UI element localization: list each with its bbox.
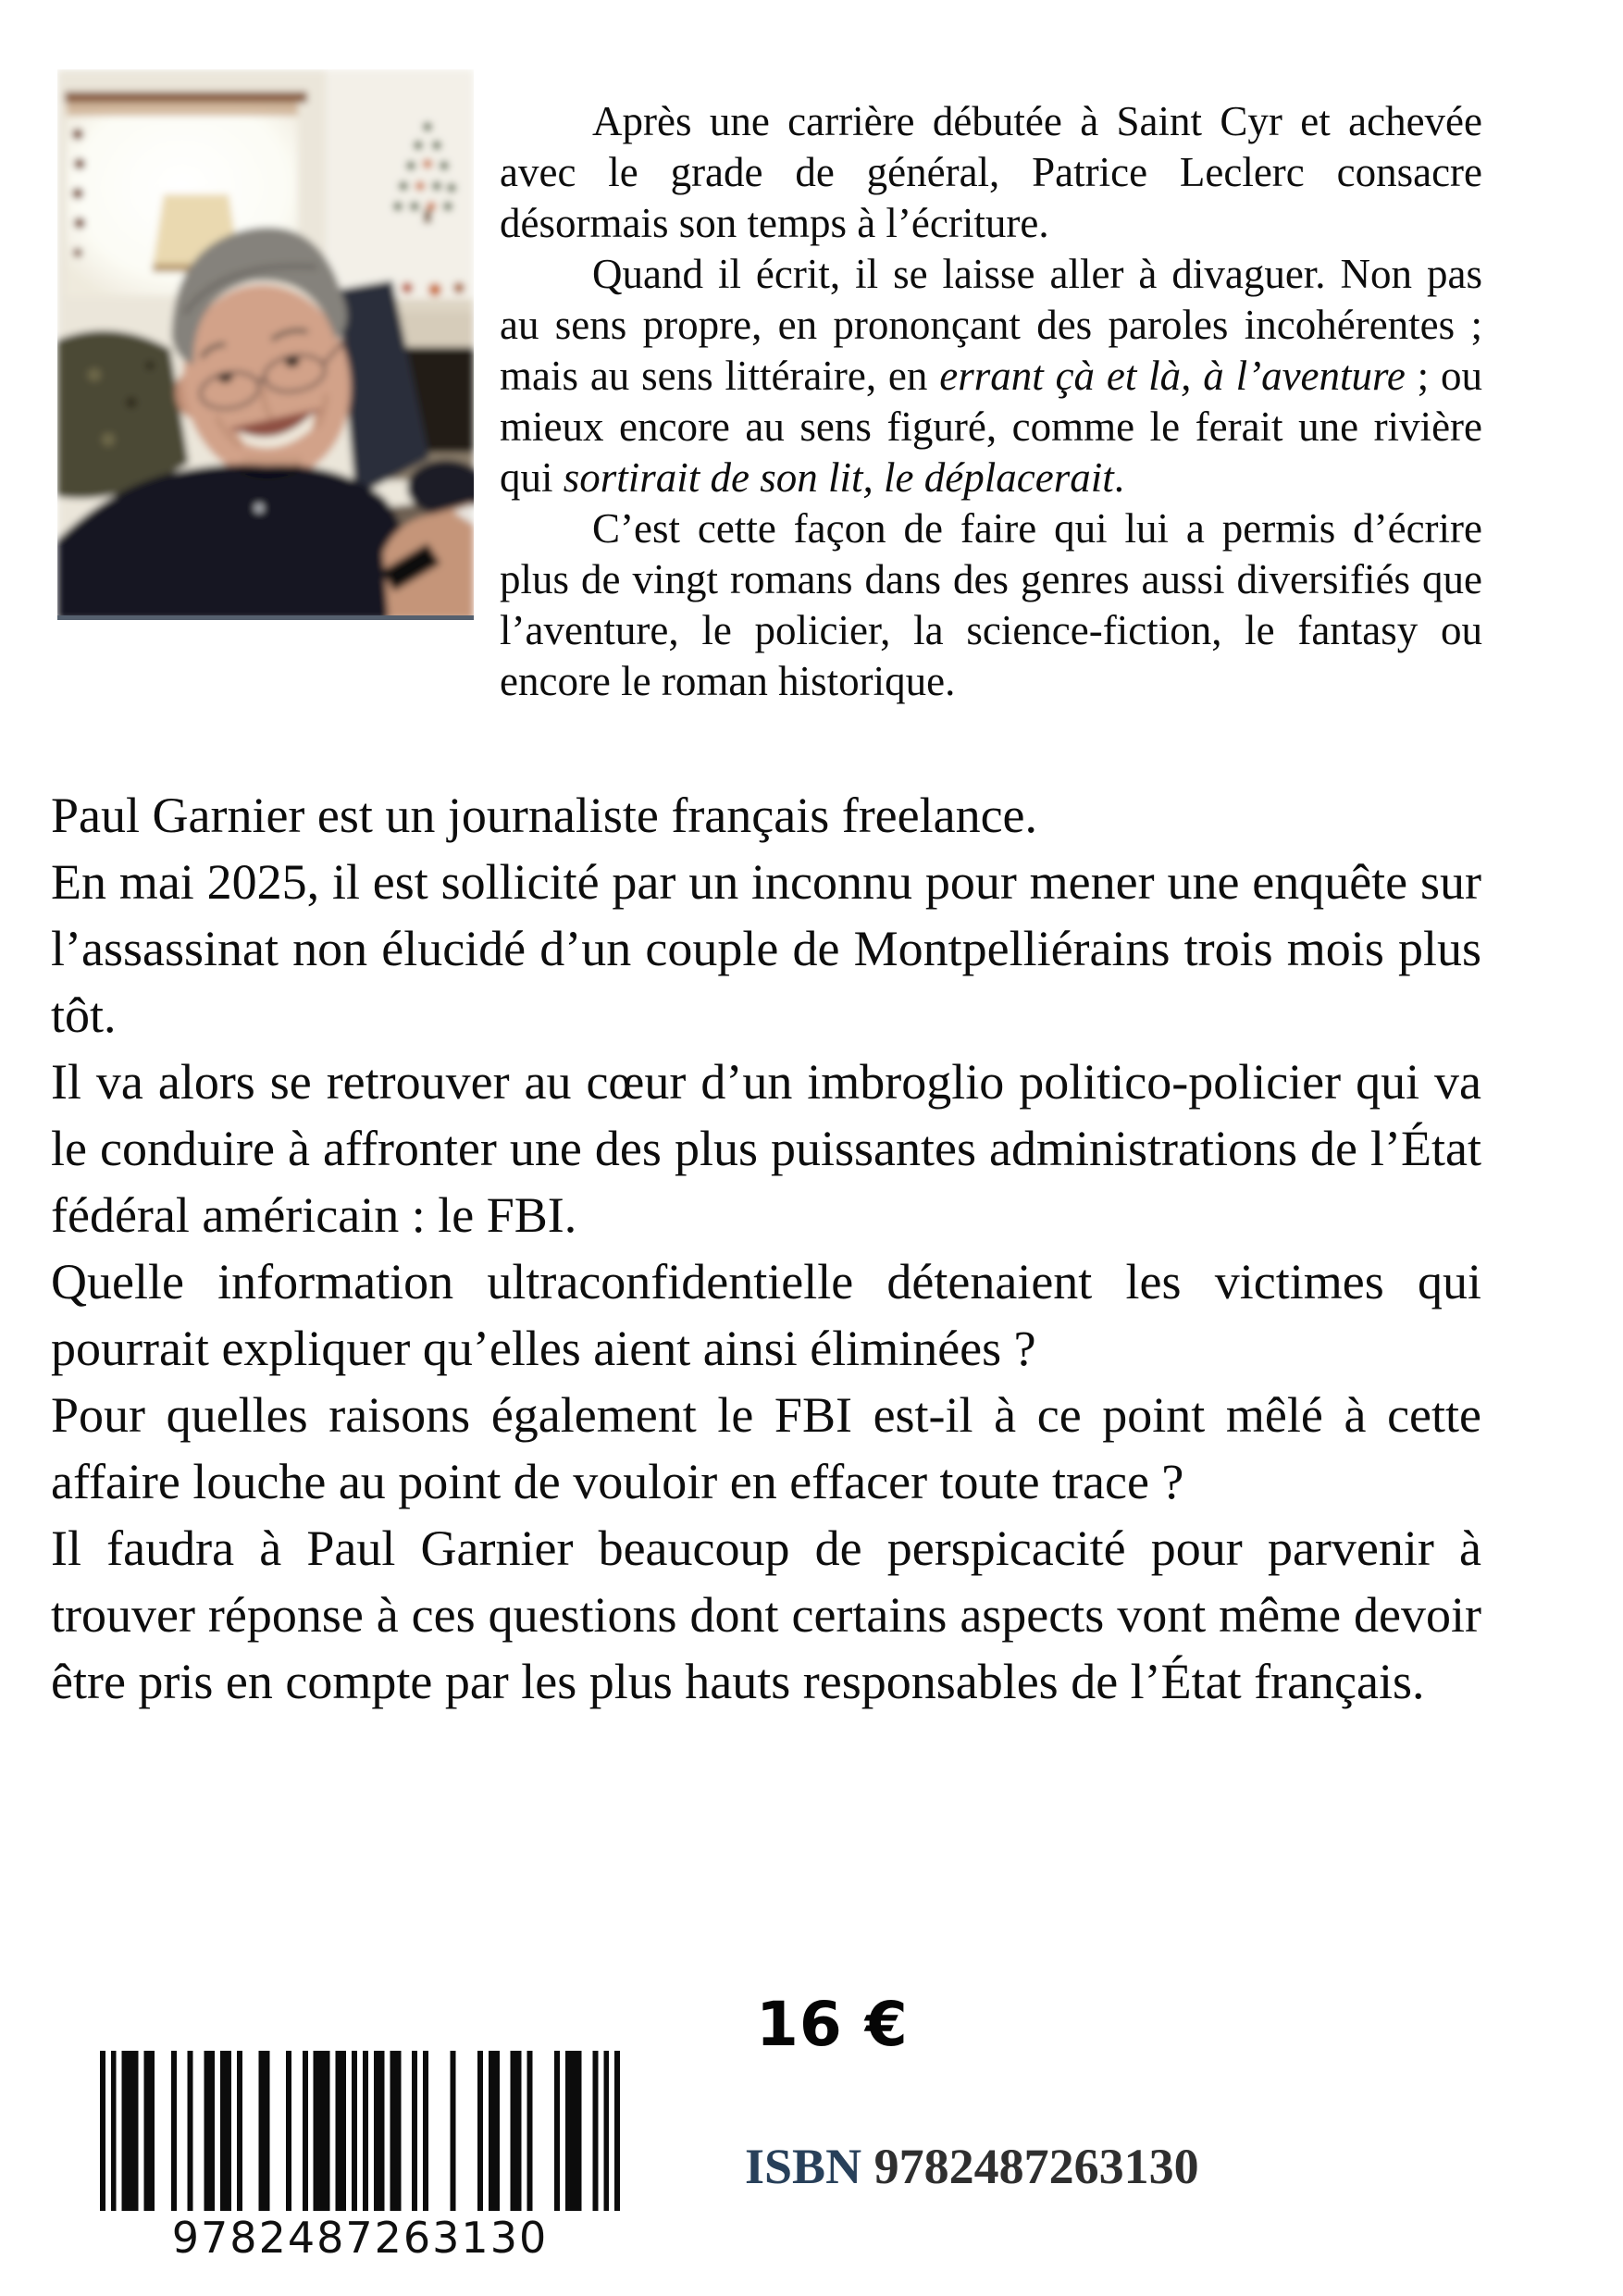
author-photo-graphic [57, 69, 474, 620]
isbn-number: 9782487263130 [873, 2139, 1199, 2194]
synopsis-paragraph: Quelle information ultraconfidentielle détenaient les victimes qui pourrait expliquer qu’elles aient ainsi éliminées ? [51, 1254, 1481, 1376]
synopsis-paragraph: Il va alors se retrouver au cœur d’un imbroglio politico-policier qui va le conduire à affronter une des plus puissantes administrations de l’État fédéral américain : le FBI. [51, 1054, 1481, 1243]
price-label: 16 € [756, 1989, 909, 2060]
isbn-line [745, 2138, 1199, 2195]
synopsis-paragraph: Paul Garnier est un journaliste français freelance. [51, 788, 1038, 843]
bio-paragraph: Après une carrière débutée à Saint Cyr et achevée avec le grade de général, Patrice Leclerc consacre désormais son temps à l’écriture. [500, 98, 1482, 246]
bio-paragraph: C’est cette façon de faire qui lui a permis d’écrire plus de vingt romans dans des genres aussi diversifiés que l’aventure, le policier, la science-fiction, le fantasy ou encore le roman historique. [500, 505, 1482, 704]
ean13-barcode [100, 2051, 620, 2211]
barcode-digits: 9782487263130 [171, 2213, 549, 2263]
bio-paragraph: Quand il écrit, il se laisse aller à divaguer. Non pas au sens propre, en prononçant des paroles incohérentes ; mais au sens littéraire, en errant çà et là, à l’aventure ; ou mieux encore au sens figuré, comme le ferait une rivière qui sortirait de son lit, le déplacerait. [500, 251, 1482, 501]
author-bio-text [500, 96, 1482, 707]
synopsis-paragraph: Pour quelles raisons également le FBI est-il à ce point mêlé à cette affaire louche au point de vouloir en effacer toute trace ? [51, 1387, 1481, 1509]
synopsis-paragraph: Il faudra à Paul Garnier beaucoup de perspicacité pour parvenir à trouver réponse à ces questions dont certains aspects vont même devoir être pris en compte par les plus hauts responsables de l’État français. [51, 1520, 1481, 1709]
synopsis-paragraph: En mai 2025, il est sollicité par un inconnu pour mener une enquête sur l’assassinat non élucidé d’un couple de Montpelliérains trois mois plus tôt. [51, 854, 1481, 1043]
isbn-label: ISBN [745, 2139, 862, 2194]
synopsis-text [51, 782, 1481, 1715]
barcode-block [100, 2051, 620, 2261]
author-photo [57, 69, 474, 620]
